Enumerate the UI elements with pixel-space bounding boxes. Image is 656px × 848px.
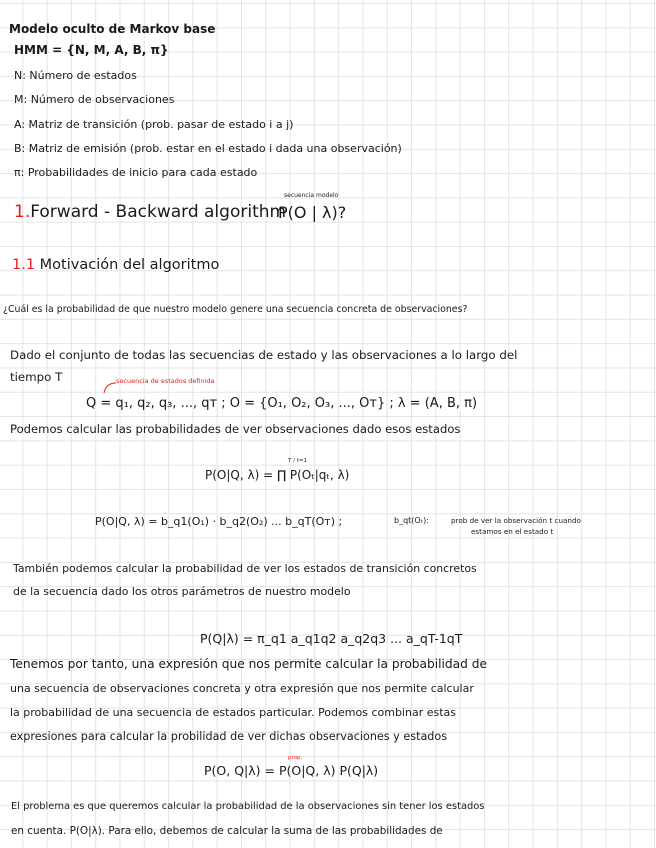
paragraph-5-line-1: El problema es que queremos calcular la probabilidad de la observaciones sin tener los estados — [11, 801, 485, 812]
heading-markov-model: Modelo oculto de Markov base — [9, 22, 216, 36]
paragraph-4-line-1: Tenemos por tanto, una expresión que nos permite calcular la probabilidad de — [10, 657, 487, 671]
paragraph-5-line-2: en cuenta. P(O|λ). Para ello, debemos de calcular la suma de las probabilidades de — [11, 825, 443, 837]
emission-note-line-1: prob de ver la observación t cuando — [451, 516, 581, 525]
a-definition: A: Matriz de transición (prob. pasar de estado i a j) — [14, 118, 294, 131]
section-1-number: 1. — [14, 202, 31, 222]
motivation-question: ¿Cuál es la probabilidad de que nuestro modelo genere una secuencia concreta de observaciones? — [3, 304, 468, 315]
paragraph-3-line-1: También podemos calcular la probabilidad de ver los estados de transición concretos — [13, 562, 477, 575]
equation-3: P(Q|λ) = π_q1 a_q1q2 a_q2q3 ... a_qT-1qT — [200, 631, 463, 646]
product-limits: T / t=1 — [288, 458, 307, 464]
hmm-definition: HMM = {N, M, A, B, π} — [14, 43, 169, 57]
paragraph-3-line-2: de la secuencia dado los otros parámetros de nuestro modelo — [13, 585, 351, 598]
annotation-arrow-icon — [100, 381, 118, 395]
b-definition: B: Matriz de emisión (prob. estar en el estado i dada una observación) — [14, 142, 402, 155]
equation-4: P(O, Q|λ) = P(O|Q, λ) P(Q|λ) — [204, 763, 379, 778]
emission-symbol: b_qt(Oₜ): — [394, 516, 429, 525]
paragraph-1-line-1: Dado el conjunto de todas las secuencias de estado y las observaciones a lo largo del — [10, 348, 518, 362]
equation-2: P(O|Q, λ) = b_q1(O₁) · b_q2(O₂) ... b_qT(Oᴛ) ; — [95, 515, 343, 528]
section-1-1-number: 1.1 — [12, 257, 36, 273]
equation-4-note: prop. — [288, 755, 303, 761]
q-definition: Q = q₁, q₂, q₃, ..., qᴛ ; O = {O₁, O₂, O₃, ..., Oᴛ} ; λ = (A, B, π) — [86, 396, 478, 411]
emission-note-line-2: estamos en el estado t — [471, 527, 554, 536]
paragraph-4-line-2: una secuencia de observaciones concreta y otra expresión que nos permite calcular — [10, 682, 474, 695]
section-1-formula: P(O | λ)? — [278, 203, 347, 222]
equation-1: P(O|Q, λ) = ∏ P(Oₜ|qₜ, λ) — [205, 468, 350, 482]
section-1-title: Forward - Backward algorithm — [30, 202, 287, 222]
annotation-model: modelo — [316, 192, 339, 199]
state-sequence-annotation: secuencia de estados definida — [116, 377, 215, 385]
pi-definition: π: Probabilidades de inicio para cada estado — [14, 166, 258, 179]
section-1-heading — [14, 204, 286, 221]
n-definition: N: Número de estados — [14, 69, 137, 82]
paragraph-1-line-2: tiempo T — [10, 370, 63, 384]
section-1-1-title: Motivación del algoritmo — [39, 257, 220, 273]
annotation-sequence: secuencia — [284, 192, 315, 199]
section-1-1-heading — [12, 258, 219, 273]
paragraph-2: Podemos calcular las probabilidades de ver observaciones dado esos estados — [10, 422, 461, 436]
paragraph-4-line-4: expresiones para calcular la probilidad de ver dichas observaciones y estados — [10, 730, 448, 743]
paragraph-4-line-3: la probabilidad de una secuencia de estados particular. Podemos combinar estas — [10, 706, 457, 719]
m-definition: M: Número de observaciones — [14, 93, 175, 106]
